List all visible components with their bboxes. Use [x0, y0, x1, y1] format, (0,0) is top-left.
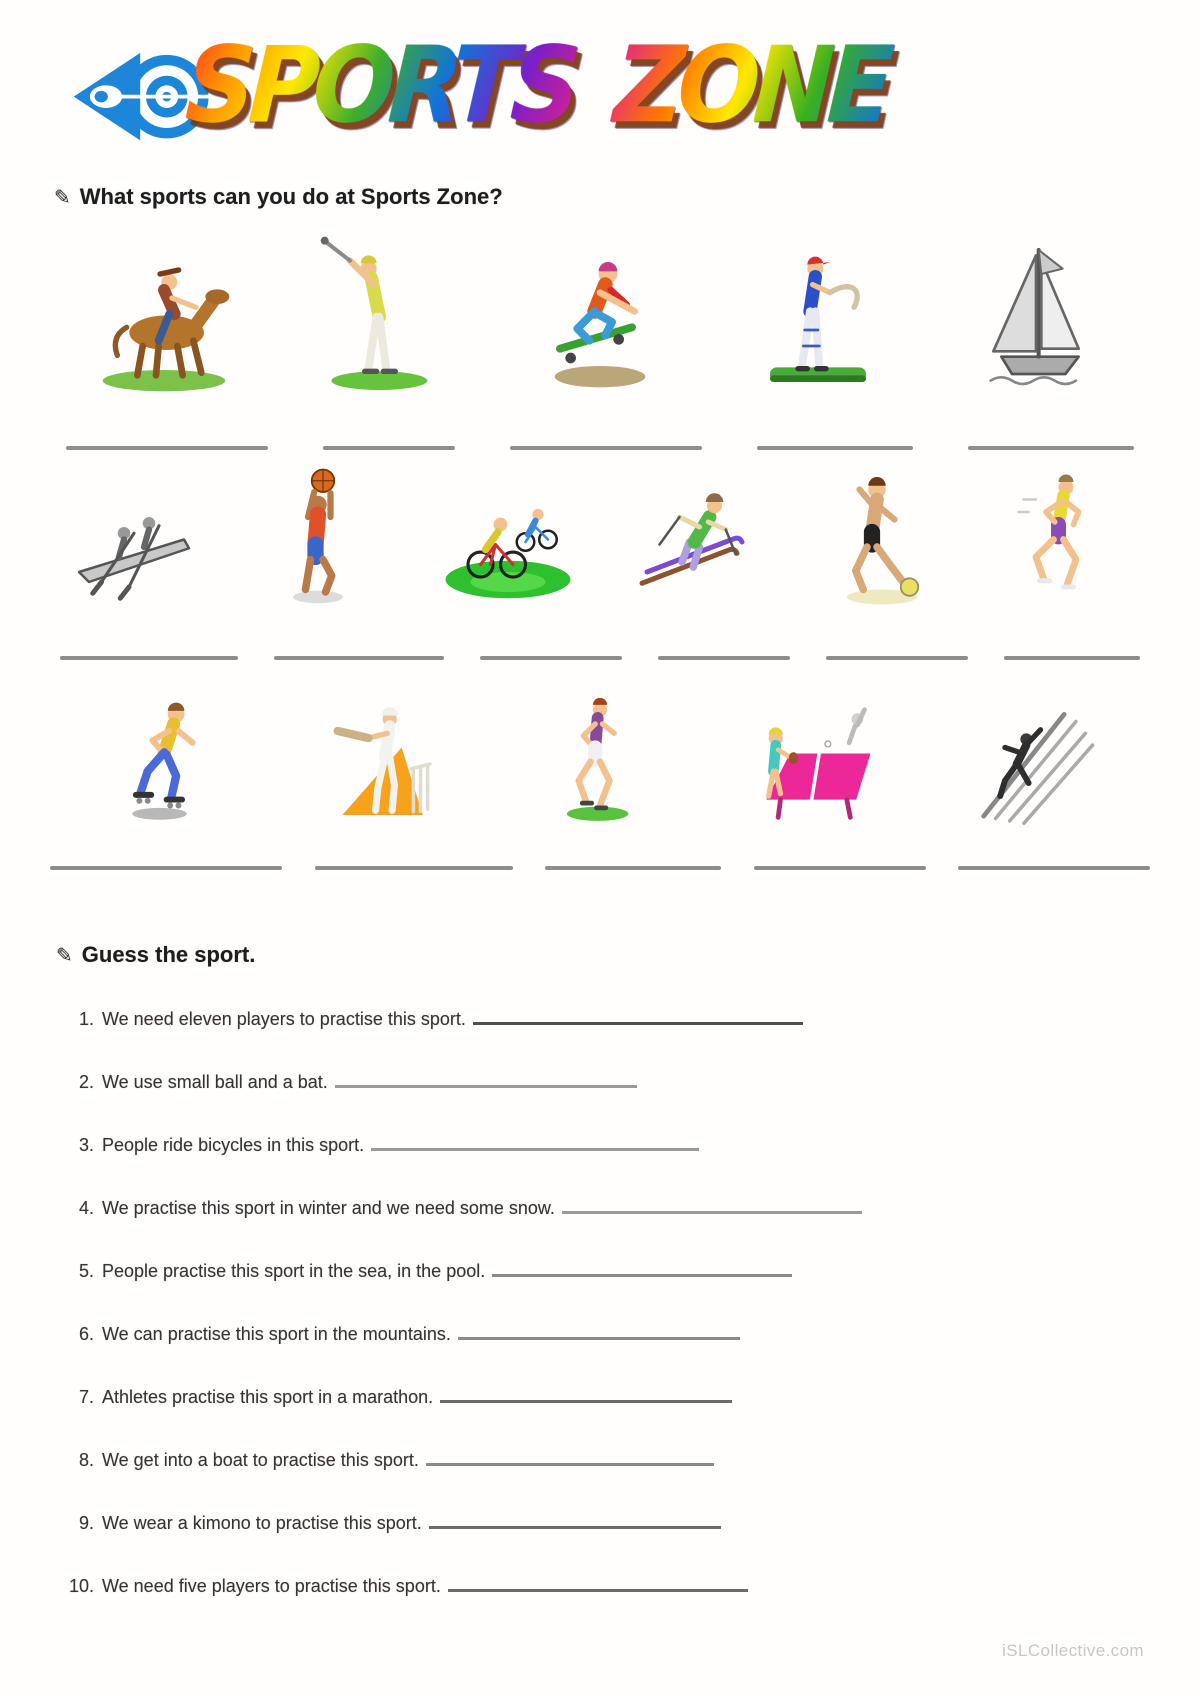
wordart-title-text: SPORTS ZONE: [182, 11, 1090, 160]
answer-blank: [826, 656, 968, 660]
answer-blank: [958, 866, 1150, 870]
answer-blank: [371, 1136, 699, 1151]
cricket-image: [302, 686, 468, 828]
question-text: We wear a kimono to practise this sport.: [102, 1513, 422, 1533]
answer-blank: [323, 446, 455, 450]
question-text: We use small ball and a bat.: [102, 1072, 328, 1092]
field-hockey-image: [730, 234, 906, 394]
answer-blank: [50, 866, 282, 870]
jogging-image: [517, 686, 683, 828]
question-text: People practise this sport in the sea, in the pool.: [102, 1261, 486, 1281]
answer-blank-row-1: [0, 446, 1200, 450]
question-item-1: [62, 1008, 1152, 1071]
section-heading-guess: [56, 942, 255, 968]
question-number: 6.: [78, 1324, 94, 1344]
answer-blank: [440, 1388, 732, 1403]
question-item-5: [62, 1260, 1152, 1323]
answer-blank: [66, 446, 268, 450]
horse-riding-image: [76, 234, 252, 394]
pencil-icon: ✎: [56, 945, 73, 967]
golf-image: [294, 234, 470, 394]
page-title: [182, 22, 1082, 167]
answer-blank: [60, 656, 238, 660]
answer-blank: [274, 656, 444, 660]
question-text: Athletes practise this sport in a marathon.: [102, 1387, 434, 1407]
basketball-image: [248, 462, 398, 612]
watermark: iSLCollective.com: [1002, 1641, 1144, 1660]
answer-blank: [426, 1451, 714, 1466]
roller-skating-image: [86, 686, 252, 828]
section-heading-sports: [54, 184, 503, 210]
question-item-8: [62, 1449, 1152, 1512]
mountain-climbing-image: [948, 686, 1114, 828]
question-item-6: [62, 1323, 1152, 1386]
sports-picture-row-1: [0, 234, 1200, 394]
answer-blank: [545, 866, 721, 870]
answer-blank: [1004, 656, 1140, 660]
question-number: 4.: [78, 1198, 94, 1218]
answer-blank: [510, 446, 702, 450]
question-number: 1.: [78, 1009, 94, 1029]
answer-blank-row-2: [0, 656, 1200, 660]
question-item-4: [62, 1197, 1152, 1260]
question-number: 10.: [68, 1576, 94, 1596]
question-text: People ride bicycles in this sport.: [102, 1135, 365, 1155]
guess-the-sport-list: [62, 1008, 1152, 1638]
running-image: [986, 462, 1136, 612]
skateboarding-image: [512, 234, 688, 394]
question-text: We get into a boat to practise this sport.: [102, 1450, 419, 1470]
answer-blank: [448, 1577, 748, 1592]
question-item-10: [62, 1575, 1152, 1638]
question-number: 7.: [78, 1387, 94, 1407]
question-text: We need eleven players to practise this sport.: [102, 1009, 466, 1029]
skiing-image: [617, 462, 767, 612]
answer-blank: [315, 866, 513, 870]
answer-blank: [754, 866, 926, 870]
question-text: We practise this sport in winter and we need some snow.: [102, 1198, 555, 1218]
answer-blank: [492, 1262, 792, 1277]
question-number: 5.: [78, 1261, 94, 1281]
rowing-image: [64, 462, 214, 612]
question-item-2: [62, 1071, 1152, 1134]
answer-blank: [473, 1010, 803, 1025]
table-tennis-image: [733, 686, 899, 828]
football-image: [802, 462, 952, 612]
question-number: 2.: [78, 1072, 94, 1092]
sailing-image: [948, 234, 1124, 394]
question-item-7: [62, 1386, 1152, 1449]
question-number: 3.: [78, 1135, 94, 1155]
answer-blank: [429, 1514, 721, 1529]
answer-blank: [968, 446, 1134, 450]
question-number: 9.: [78, 1513, 94, 1533]
answer-blank: [562, 1199, 862, 1214]
pencil-icon: ✎: [54, 187, 71, 209]
section-heading-sports-text: What sports can you do at Sports Zone?: [79, 184, 503, 209]
question-item-9: [62, 1512, 1152, 1575]
sports-picture-row-3: [0, 686, 1200, 828]
answer-blank: [658, 656, 790, 660]
cycling-image: [433, 462, 583, 612]
section-heading-guess-text: Guess the sport.: [81, 942, 256, 967]
question-text: We can practise this sport in the mountains.: [102, 1324, 451, 1344]
question-item-3: [62, 1134, 1152, 1197]
question-number: 8.: [78, 1450, 94, 1470]
answer-blank: [480, 656, 622, 660]
question-text: We need five players to practise this sport.: [102, 1576, 441, 1596]
answer-blank-row-3: [0, 866, 1200, 870]
answer-blank: [757, 446, 913, 450]
sports-picture-row-2: [0, 462, 1200, 612]
answer-blank: [458, 1325, 740, 1340]
answer-blank: [335, 1073, 637, 1088]
